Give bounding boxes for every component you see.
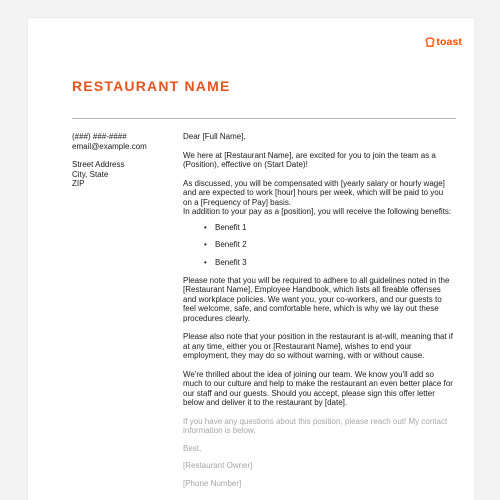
contact-street: Street Address [72, 160, 125, 169]
contact-city-state: City, State [72, 169, 109, 179]
compensation-line-1: As discussed, you will be compensated with [yearly salary or hourly wage] [183, 178, 445, 188]
paragraph-welcome: We're thrilled about the idea of joining our team. We know you'll add so much to our culture and help to make the restaurant an even better place for our staff and our guests. Should you accept, please sign this offer letter below and deliver it to the restaurant by [date]. [183, 369, 453, 408]
bullet-icon: • [204, 222, 207, 232]
owner-placeholder: [Restaurant Owner] [183, 461, 253, 471]
list-item: • Benefit 3 [204, 258, 247, 268]
letter-body [183, 132, 453, 496]
phone-placeholder: [Phone Number] [183, 478, 242, 488]
restaurant-name-title: RESTAURANT NAME [72, 78, 231, 94]
toast-logo [425, 36, 462, 48]
compensation-line-2: and are expected to work [hour] hours per week, which will be paid to you on a [Frequency of Pay] basis. [183, 188, 444, 207]
list-item: • Benefit 1 [204, 222, 247, 232]
signature-block [183, 417, 453, 489]
list-item: • Benefit 2 [204, 240, 247, 250]
paragraph-compensation [183, 179, 453, 217]
benefits-list [183, 223, 453, 268]
bullet-icon: • [204, 258, 207, 268]
bullet-icon: • [204, 240, 207, 250]
logo-text: toast [436, 36, 462, 48]
contact-email: email@example.com [72, 141, 147, 151]
paragraph-handbook: Please note that you will be required to adhere to all guidelines noted in the [Restaurant Name], Employee Handbook, which lists all fireable offenses and workplace policies. We want you, your co-workers, and our guests to feel welcome, safe, and comfortable here, which is why we lay out these procedures clearly. [183, 275, 450, 323]
toast-bread-icon [425, 37, 435, 47]
header-divider [72, 118, 456, 119]
paragraph-at-will: Please also note that your position in the restaurant is at-will, meaning that if at any time, either you or [Restaurant Name], wishes to end your employment, they may do so without warning, with or without cause. [183, 332, 453, 361]
paragraph-questions: If you have any questions about this position, please reach out! My contact information is below. [183, 416, 448, 436]
document-page [28, 18, 474, 500]
paragraph-intro: We here at [Restaurant Name], are excited for you to join the team as a (Position), effective on (Start Date)! [183, 150, 436, 169]
compensation-line-3: In addition to your pay as a [position], you will receive the following benefits: [183, 207, 452, 216]
contact-zip: ZIP [72, 179, 85, 188]
closing: Best, [183, 443, 202, 453]
salutation: Dear [Full Name], [183, 132, 246, 141]
contact-block [72, 132, 172, 189]
contact-phone: (###) ###-#### [72, 132, 127, 141]
